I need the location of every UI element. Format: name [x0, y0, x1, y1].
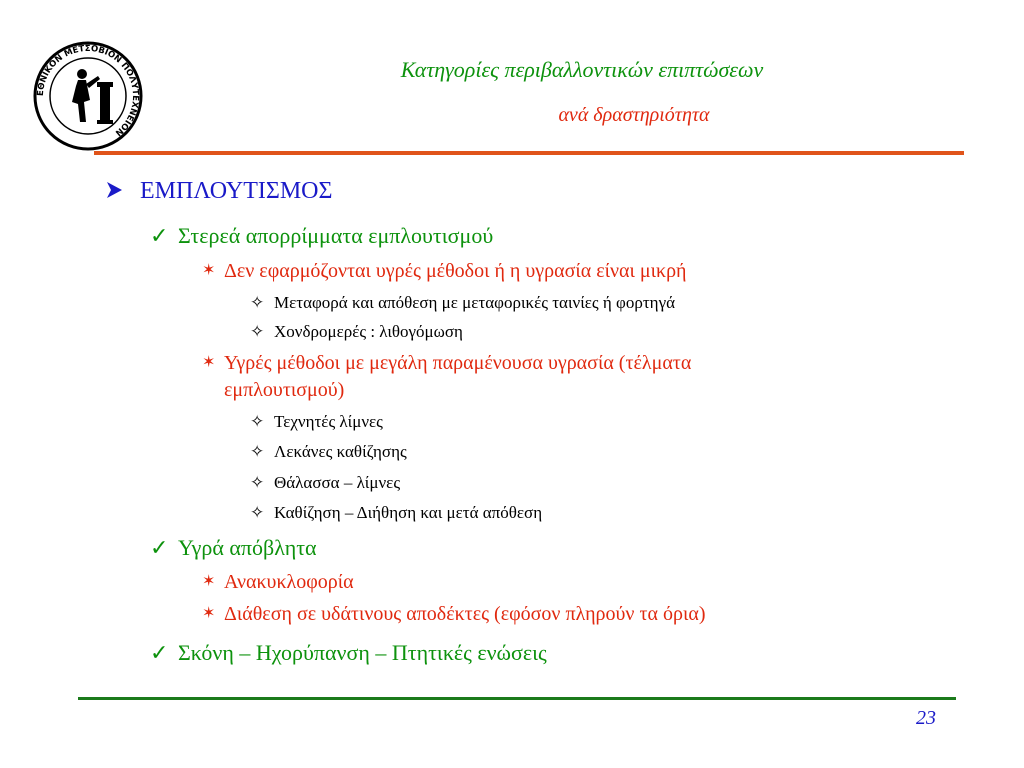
- diamond-star-icon: ✧: [250, 322, 265, 341]
- bullet-sea-lakes: ✧ Θάλασσα – λίμνες: [250, 473, 401, 492]
- bullet-wet-methods: ✶ Υγρές μέθοδοι με μεγάλη παραμένουσα υγρασία (τέλματα: [202, 352, 692, 374]
- diamond-star-icon: ✧: [250, 442, 265, 461]
- bullet-settling-filtering: ✧ Καθίζηση – Διήθηση και μετά απόθεση: [250, 503, 543, 522]
- bullet-solid-waste: ✓ Στερεά απορρίμματα εμπλουτισμού: [150, 223, 494, 248]
- star-icon: ✶: [202, 605, 216, 622]
- footer-divider: [78, 697, 956, 700]
- bullet-dust: ✓ Σκόνη – Ηχορύπανση – Πτητικές ενώσεις: [150, 640, 547, 665]
- bullet-artificial-lakes: ✧ Τεχνητές λίμνες: [250, 412, 383, 431]
- check-icon: ✓: [150, 223, 169, 248]
- bullet-recirculation: ✶ Ανακυκλοφορία: [202, 571, 354, 593]
- star-icon: ✶: [202, 262, 216, 279]
- bullet-settling-basins: ✧ Λεκάνες καθίζησης: [250, 442, 407, 461]
- diamond-star-icon: ✧: [250, 412, 265, 431]
- seal-text: ΕΘΝΙΚΟΝ ΜΕΤΣΟΒΙΟΝ ΠΟΛΥΤΕΧΝΕΙΟΝ: [35, 43, 141, 138]
- slide-title-line2: ανά δραστηριότητα: [558, 104, 710, 126]
- bullet-liquid-waste: ✓ Υγρά απόβλητα: [150, 535, 317, 560]
- check-icon: ✓: [150, 535, 169, 560]
- title-divider: [94, 151, 964, 155]
- page-number: 23: [916, 707, 936, 729]
- bullet-disposal: ✶ Διάθεση σε υδάτινους αποδέκτες (εφόσον πληρούν τα όρια): [202, 603, 706, 625]
- bullet-main-text: ΕΜΠΛΟΥΤΙΣΜΟΣ: [140, 178, 333, 204]
- diamond-star-icon: ✧: [250, 503, 265, 522]
- bullet-transport: ✧ Μεταφορά και απόθεση με μεταφορικές ταινίες ή φορτηγά: [250, 293, 675, 312]
- bullet-no-wet-methods: ✶ Δεν εφαρμόζονται υγρές μέθοδοι ή η υγρασία είναι μικρή: [202, 260, 687, 282]
- slide-title-line1: Κατηγορίες περιβαλλοντικών επιπτώσεων: [400, 57, 764, 82]
- diamond-star-icon: ✧: [250, 293, 265, 312]
- bullet-main: [104, 178, 332, 205]
- bullet-coarse: ✧ Χονδρομερές : λιθογόμωση: [250, 322, 463, 341]
- arrow-bullet-icon: [104, 178, 140, 205]
- diamond-star-icon: ✧: [250, 473, 265, 492]
- ntua-seal-icon: [32, 40, 144, 152]
- bullet-wet-methods-continuation: εμπλουτισμού): [224, 379, 345, 401]
- star-icon: ✶: [202, 573, 216, 590]
- check-icon: ✓: [150, 640, 169, 665]
- star-icon: ✶: [202, 354, 216, 371]
